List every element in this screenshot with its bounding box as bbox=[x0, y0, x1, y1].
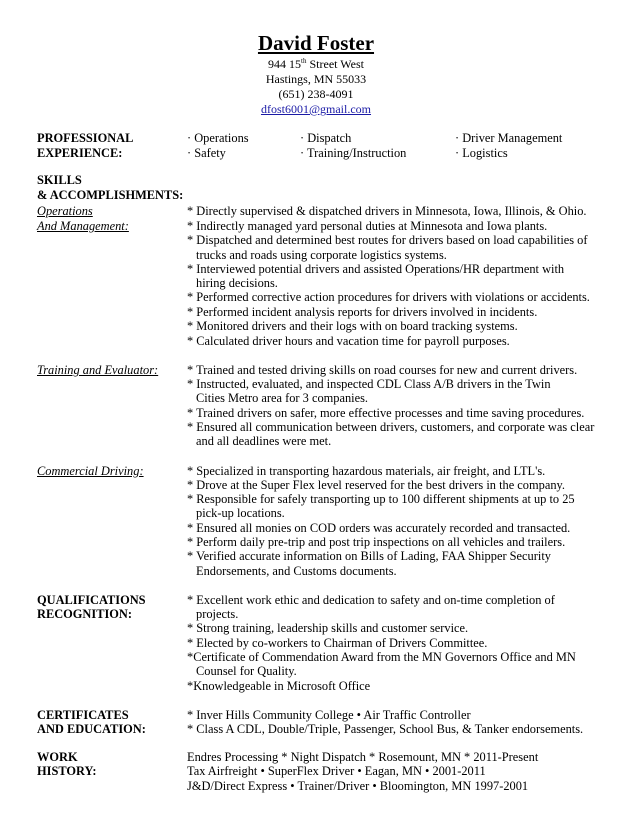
training-line: and all deadlines were met. bbox=[196, 434, 332, 448]
training-label: Training and Evaluator: bbox=[37, 363, 159, 377]
work-label-1: WORK bbox=[37, 750, 78, 764]
commercial-line: * Drove at the Super Flex level reserved for the best drivers in the company. bbox=[187, 478, 566, 492]
certificates-label-2: AND EDUCATION: bbox=[37, 722, 146, 736]
phone-line: (651) 238-4091 bbox=[278, 87, 354, 101]
certificate-line: * Inver Hills Community College • Air Traffic Controller bbox=[187, 708, 471, 722]
experience-label-2: EXPERIENCE: bbox=[37, 146, 123, 160]
commercial-line: * Responsible for safely transporting up to 100 different shipments at up to 25 bbox=[187, 492, 575, 506]
qualification-line: *Knowledgeable in Microsoft Office bbox=[187, 679, 371, 693]
experience-item: · Dispatch bbox=[300, 131, 352, 145]
work-history-line: Endres Processing * Night Dispatch * Rosemount, MN * 2011-Present bbox=[187, 750, 539, 764]
qualification-line: Counsel for Quality. bbox=[196, 664, 297, 678]
training-line: * Trained and tested driving skills on road courses for new and current drivers. bbox=[187, 363, 578, 377]
qualification-line: * Elected by co-workers to Chairman of Drivers Committee. bbox=[187, 636, 488, 650]
training-line: * Trained drivers on safer, more effective processes and time saving procedures. bbox=[187, 406, 585, 420]
training-line: * Ensured all communication between drivers, customers, and corporate was clear bbox=[187, 420, 595, 434]
qualification-line: * Strong training, leadership skills and customer service. bbox=[187, 621, 469, 635]
experience-item: · Training/Instruction bbox=[300, 146, 407, 160]
experience-item: · Driver Management bbox=[455, 131, 563, 145]
experience-item: · Operations bbox=[187, 131, 249, 145]
commercial-line: Endorsements, and Customs documents. bbox=[196, 564, 397, 578]
operations-label-2: And Management: bbox=[37, 219, 129, 233]
training-line: Cities Metro area for 3 companies. bbox=[196, 391, 369, 405]
commercial-line: * Specialized in transporting hazardous materials, air freight, and LTL's. bbox=[187, 464, 546, 478]
operations-label-1: Operations bbox=[37, 204, 93, 218]
city-line: Hastings, MN 55033 bbox=[265, 72, 367, 86]
email-link[interactable]: dfost6001@gmail.com bbox=[260, 102, 372, 116]
operations-line: hiring decisions. bbox=[196, 276, 278, 290]
commercial-line: pick-up locations. bbox=[196, 506, 285, 520]
operations-line: * Performed incident analysis reports for drivers involved in incidents. bbox=[187, 305, 538, 319]
commercial-label: Commercial Driving: bbox=[37, 464, 144, 478]
work-label-2: HISTORY: bbox=[37, 764, 97, 778]
operations-line: * Performed corrective action procedures for drivers with violations or accidents. bbox=[187, 290, 590, 304]
training-line: * Instructed, evaluated, and inspected CDL Class A/B drivers in the Twin bbox=[187, 377, 551, 391]
address-line: 944 15th Street West bbox=[268, 57, 364, 71]
qualifications-label-2: RECOGNITION: bbox=[37, 607, 133, 621]
operations-line: * Dispatched and determined best routes for drivers based on load capabilities of bbox=[187, 233, 588, 247]
qualifications-label-1: QUALIFICATIONS bbox=[37, 593, 146, 607]
experience-label-1: PROFESSIONAL bbox=[37, 131, 134, 145]
commercial-line: * Ensured all monies on COD orders was accurately recorded and transacted. bbox=[187, 521, 571, 535]
candidate-name: David Foster bbox=[257, 31, 375, 55]
skills-heading-1: SKILLS bbox=[37, 173, 82, 187]
experience-item: · Safety bbox=[187, 146, 226, 160]
work-history-line: J&D/Direct Express • Trainer/Driver • Bloomington, MN 1997-2001 bbox=[187, 779, 529, 793]
work-history-line: Tax Airfreight • SuperFlex Driver • Eagan, MN • 2001-2011 bbox=[187, 764, 486, 778]
certificate-line: * Class A CDL, Double/Triple, Passenger, School Bus, & Tanker endorsements. bbox=[187, 722, 584, 736]
qualification-line: * Excellent work ethic and dedication to safety and on-time completion of bbox=[187, 593, 555, 607]
operations-line: * Indirectly managed yard personal duties at Minnesota and Iowa plants. bbox=[187, 219, 548, 233]
operations-line: trucks and roads using corporate logistics systems. bbox=[196, 248, 447, 262]
commercial-line: * Verified accurate information on Bills of Lading, FAA Shipper Security bbox=[187, 549, 551, 563]
skills-heading-2: & ACCOMPLISHMENTS: bbox=[37, 188, 184, 202]
commercial-line: * Perform daily pre-trip and post trip inspections on all vehicles and trailers. bbox=[187, 535, 566, 549]
operations-line: * Interviewed potential drivers and assisted Operations/HR department with bbox=[187, 262, 565, 276]
qualification-line: projects. bbox=[196, 607, 239, 621]
operations-line: * Directly supervised & dispatched drivers in Minnesota, Iowa, Illinois, & Ohio. bbox=[187, 204, 587, 218]
certificates-label-1: CERTIFICATES bbox=[37, 708, 129, 722]
experience-item: · Logistics bbox=[455, 146, 508, 160]
operations-line: * Monitored drivers and their logs with on board tracking systems. bbox=[187, 319, 518, 333]
qualification-line: *Certificate of Commendation Award from the MN Governors Office and MN bbox=[187, 650, 576, 664]
operations-line: * Calculated driver hours and vacation time for payroll purposes. bbox=[187, 334, 510, 348]
